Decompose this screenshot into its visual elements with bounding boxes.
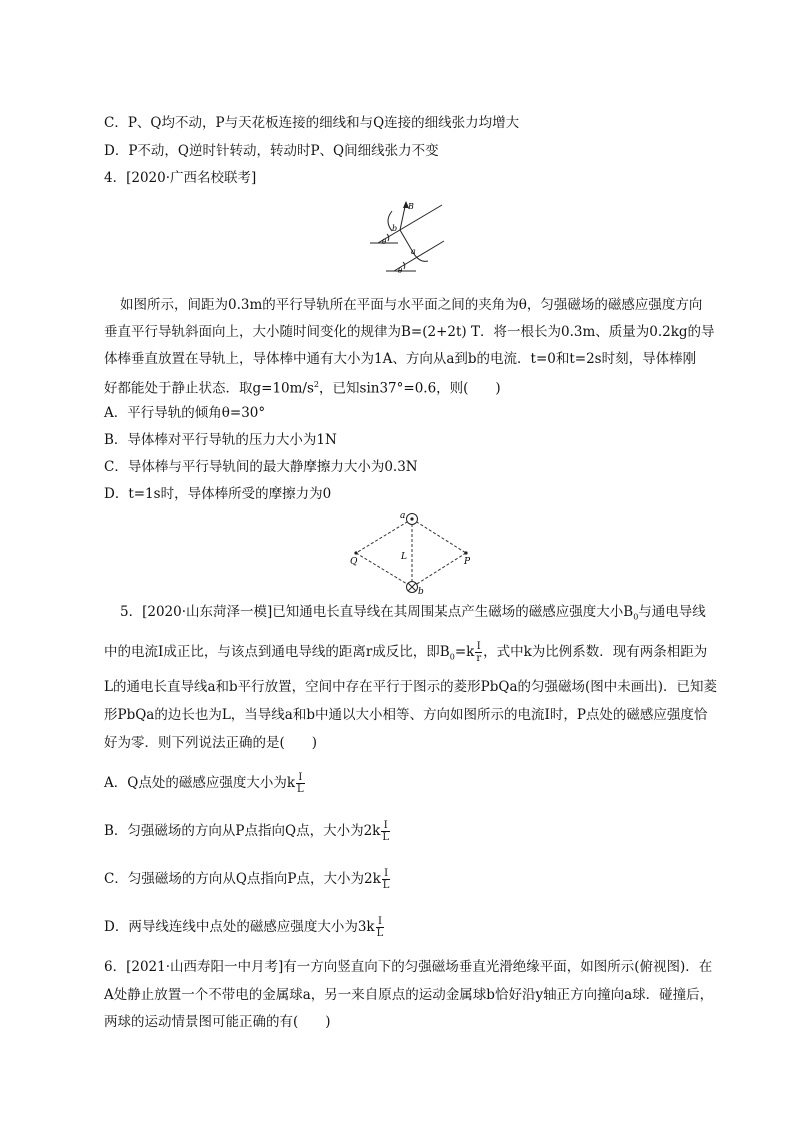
q4-text-1: 如图所示，间距为0.3m的平行导轨所在平面与水平面之间的夹角为θ，匀强磁场的磁感应强度方向 xyxy=(120,297,703,313)
q5-text-3: L的通电长直导线a和b平行放置，空间中存在平行于图示的菱形PbQa的匀强磁场(图中未画出)．已知菱 xyxy=(104,679,718,695)
q4-incline-rail-figure xyxy=(356,197,446,277)
q5-label-b: b xyxy=(418,587,424,597)
q5-option-b: B．匀强磁场的方向从P点指向Q点，大小为2k $\frac{I}{L}$ xyxy=(104,820,389,843)
q4-label-B: B xyxy=(408,202,414,211)
q5-label-L: L xyxy=(401,552,407,562)
q6-text-2: A处静止放置一个不带电的金属球a，另一来自原点的运动金属球b恰好沿y轴正方向撞向a球．碰撞后， xyxy=(104,987,714,1003)
q5-text-1: 5．[2020·山东菏泽一模]已知通电长直导线在其周围某点产生磁场的磁感应强度大小$B_0$与通电导线 xyxy=(120,604,706,622)
q5-text-2: 中的电流I成正比，与该点到通电导线的距离r成反比，即$B_0=k$ $\frac{I}{r}$ ，式中k为比例系数．现有两条相距为 xyxy=(104,641,708,664)
q5-option-a: A．Q点处的磁感应强度大小为k $\frac{I}{L}$ xyxy=(104,772,304,795)
q3-option-c: C．P、Q均不动，P与天花板连接的细线和与Q连接的细线张力均增大 xyxy=(104,115,520,131)
q4-option-a: A．平行导轨的倾角θ=30° xyxy=(104,405,266,421)
q4-option-d: D．t=1s时，导体棒所受的摩擦力为0 xyxy=(104,486,332,502)
q4-label-theta1: θ xyxy=(382,238,387,246)
q5-option-c: C．匀强磁场的方向从Q点指向P点，大小为2k $\frac{I}{L}$ xyxy=(104,868,390,891)
q4-header: 4．[2020·广西名校联考] xyxy=(104,170,257,186)
q6-text-3: 两球的运动情景图可能正确的有( ) xyxy=(104,1014,331,1030)
q4-option-b: B．导体棒对平行导轨的压力大小为1N xyxy=(104,432,337,448)
q4-label-theta2: θ xyxy=(398,267,403,275)
q5-label-P: P xyxy=(464,557,471,567)
q5-option-d: D．两导线连线中点处的磁感应强度大小为3k $\frac{I}{L}$ xyxy=(104,916,384,939)
q6-text-1: 6．[2021·山西寿阳一中月考]有一方向竖直向下的匀强磁场垂直光滑绝缘平面，如图所示(俯视图)．在 xyxy=(104,959,713,975)
q5-text-5: 好为零．则下列说法正确的是( ) xyxy=(104,735,318,751)
q4-option-c: C．导体棒与平行导轨间的最大静摩擦力大小为0.3N xyxy=(104,459,418,475)
q5-rhombus-figure xyxy=(342,508,482,598)
q4-text-4: 好都能处于静止状态．取$g=10m/s^2$，已知sin37°=0.6，则( ) xyxy=(104,380,501,397)
q4-label-b: b xyxy=(392,224,398,233)
q4-text-2: 垂直平行导轨斜面向上，大小随时间变化的规律为B=(2+2t) T．将一根长为0.3m、质量为0.2kg的导 xyxy=(104,324,715,340)
q5-label-Q: Q xyxy=(350,557,358,567)
q3-option-d: D．P不动，Q逆时针转动，转动时P、Q间细线张力不变 xyxy=(104,143,439,159)
q4-text-3: 体棒垂直放置在导轨上，导体棒中通有大小为1A、方向从a到b的电流．t=0和t=2s时刻，导体棒刚 xyxy=(104,351,697,367)
q5-label-a: a xyxy=(400,511,406,521)
q5-text-4: 形PbQa的边长也为L，当导线a和b中通以大小相等、方向如图所示的电流I时，P点处的磁感应强度恰 xyxy=(104,707,708,723)
q4-label-a: a xyxy=(411,247,416,256)
